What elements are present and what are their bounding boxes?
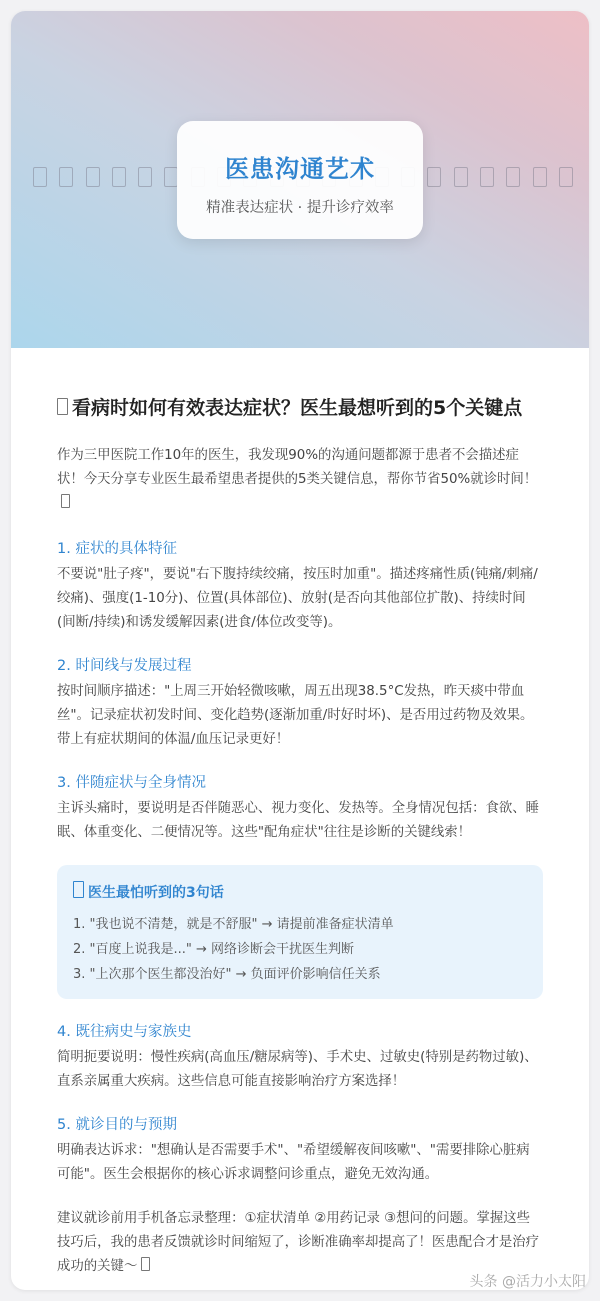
section-heading: 1. 症状的具体特征 bbox=[57, 541, 177, 557]
tip-list bbox=[73, 912, 527, 987]
missing-glyph-icon bbox=[73, 881, 84, 898]
section-2 bbox=[57, 655, 543, 752]
hero-banner bbox=[11, 11, 589, 348]
tip-box bbox=[57, 865, 543, 999]
tip-title: 医生最怕听到的3句话 bbox=[73, 881, 527, 902]
missing-glyph-icon bbox=[57, 398, 68, 415]
section-body: 按时间顺序描述："上周三开始轻微咳嗽，周五出现38.5°C发热，昨天痰中带血丝"。记录症状初发时间、变化趋势(逐渐加重/时好时坏)、是否用过药物及效果。带上有症状期间的体温/血压记录更好！ bbox=[57, 684, 534, 747]
section-heading: 3. 伴随症状与全身情况 bbox=[57, 775, 206, 791]
watermark: 头条 @活力小太阳 bbox=[469, 1274, 586, 1290]
article-outro: 建议就诊前用手机备忘录整理：①症状清单 ②用药记录 ③想问的问题。掌握这些技巧后，我的患者反馈就诊时间缩短了，诊断准确率却提高了！医患配合才是治疗成功的关键～ bbox=[57, 1211, 540, 1274]
tip-item: 3. "上次那个医生都没治好" → 负面评价影响信任关系 bbox=[73, 967, 381, 982]
section-heading: 4. 既往病史与家族史 bbox=[57, 1024, 192, 1040]
section-heading: 5. 就诊目的与预期 bbox=[57, 1117, 177, 1133]
hero-subtitle: 精准表达症状 · 提升诊疗效率 bbox=[206, 200, 394, 216]
section-heading: 2. 时间线与发展过程 bbox=[57, 658, 192, 674]
section-body: 主诉头痛时，要说明是否伴随恶心、视力变化、发热等。全身情况包括：食欲、睡眠、体重变化、二便情况等。这些"配角症状"往往是诊断的关键线索！ bbox=[57, 801, 540, 840]
tip-item: 1. "我也说不清楚，就是不舒服" → 请提前准备症状清单 bbox=[73, 917, 394, 932]
missing-glyph-icon bbox=[61, 494, 70, 508]
section-4 bbox=[57, 1021, 543, 1094]
article-title: 看病时如何有效表达症状？医生最想听到的5个关键点 bbox=[57, 392, 543, 424]
section-1 bbox=[57, 538, 543, 635]
section-5 bbox=[57, 1114, 543, 1187]
article-card bbox=[11, 11, 589, 1290]
missing-glyph-icon bbox=[141, 1257, 150, 1271]
tip-item: 2. "百度上说我是..." → 网络诊断会干扰医生判断 bbox=[73, 942, 355, 957]
article-intro: 作为三甲医院工作10年的医生，我发现90%的沟通问题都源于患者不会描述症状！今天分享专业医生最希望患者提供的5类关键信息，帮你节省50%就诊时间！ bbox=[57, 444, 543, 516]
section-body: 不要说"肚子疼"，要说"右下腹持续绞痛，按压时加重"。描述疼痛性质(钝痛/刺痛/绞痛)、强度(1-10分)、位置(具体部位)、放射(是否向其他部位扩散)、持续时间(间断/持续)和诱发缓解因素(进食/体位改变等)。 bbox=[57, 567, 538, 630]
section-3 bbox=[57, 772, 543, 845]
section-body: 明确表达诉求："想确认是否需要手术"、"希望缓解夜间咳嗽"、"需要排除心脏病可能"。医生会根据你的核心诉求调整问诊重点，避免无效沟通。 bbox=[57, 1143, 530, 1182]
title-box bbox=[177, 121, 423, 239]
hero-title: 医患沟通艺术 bbox=[225, 155, 375, 183]
section-body: 简明扼要说明：慢性疾病(高血压/糖尿病等)、手术史、过敏史(特别是药物过敏)、直系亲属重大疾病。这些信息可能直接影响治疗方案选择！ bbox=[57, 1050, 538, 1089]
article-content bbox=[11, 348, 589, 1279]
